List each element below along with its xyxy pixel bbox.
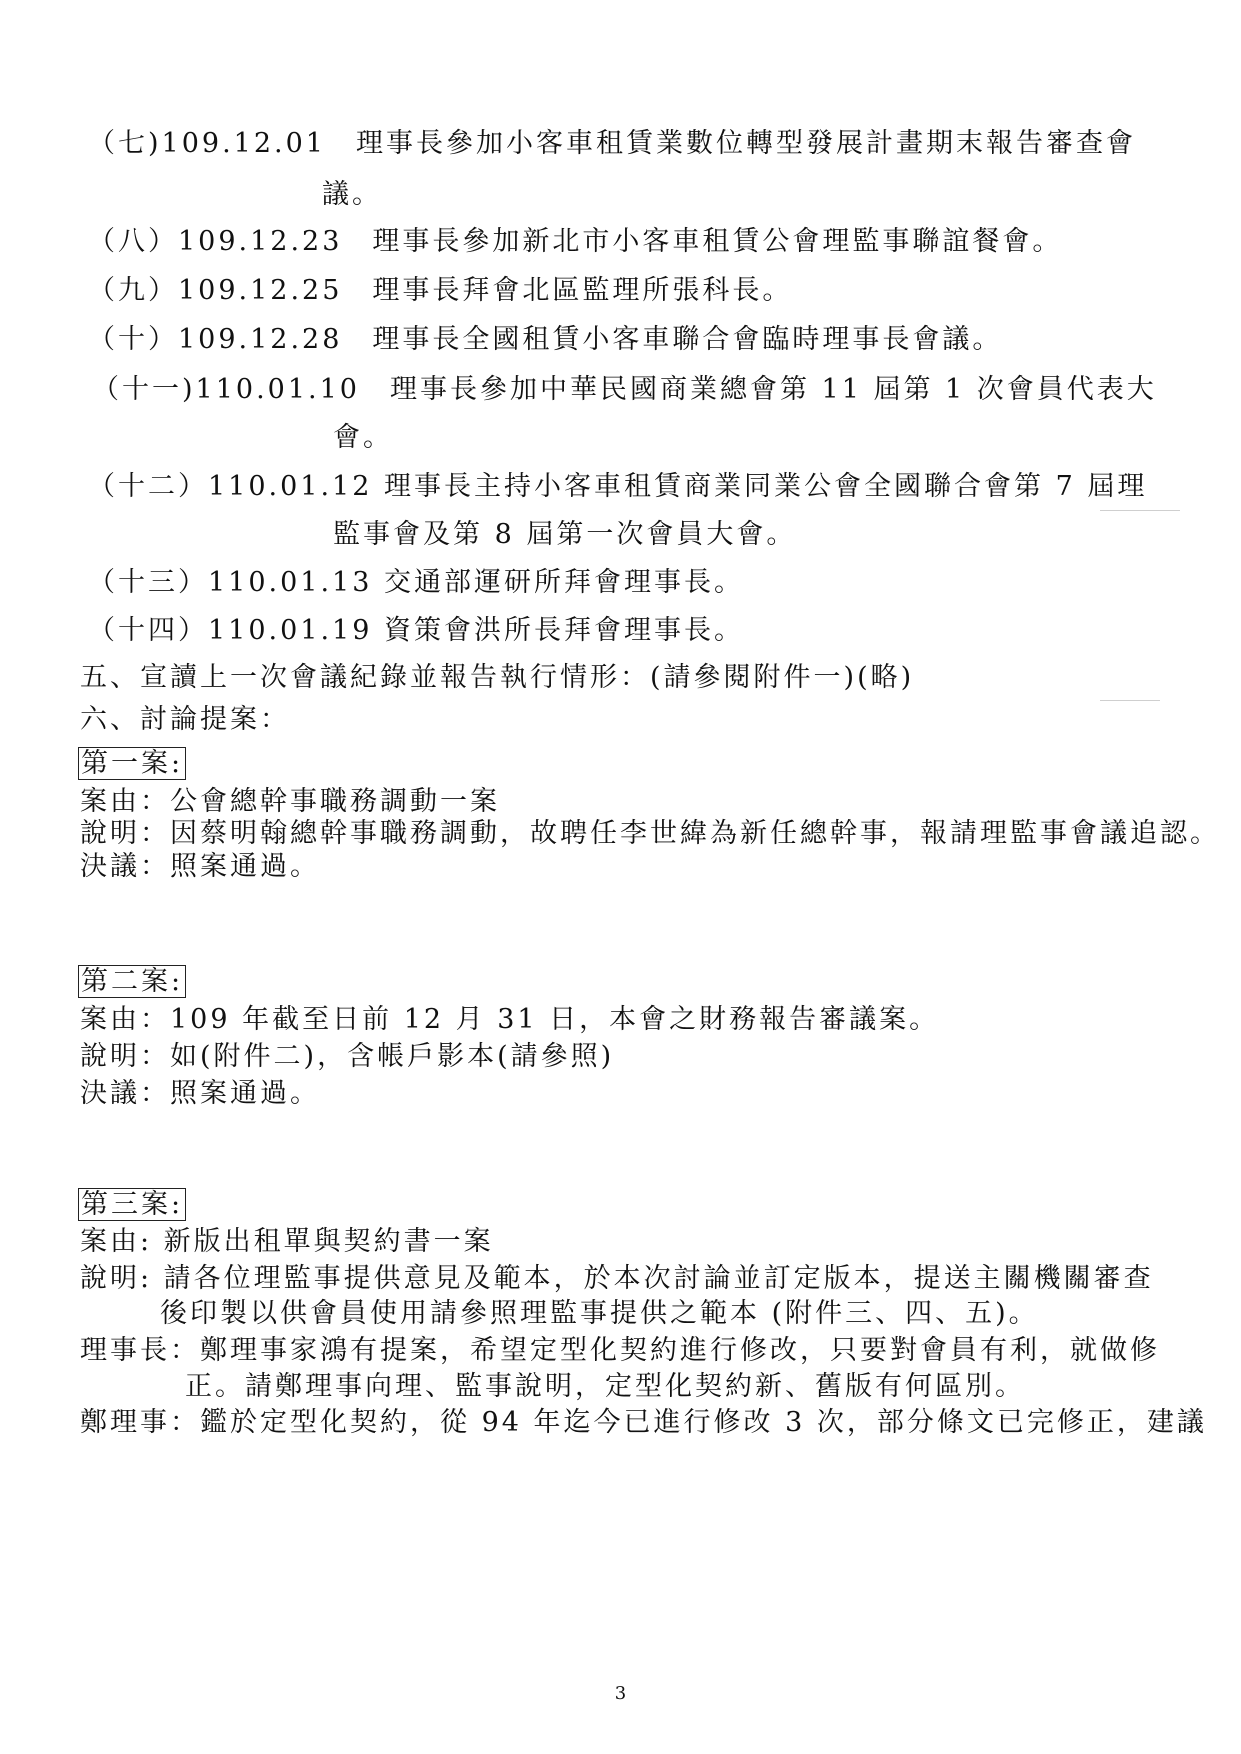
case3-reason: 案由: 新版出租單與契約書一案 — [80, 1226, 494, 1257]
schedule-item-11-cont: 會。 — [333, 422, 393, 453]
case2-explain: 說明：如(附件二)，含帳戶影本(請參照) — [80, 1041, 615, 1072]
case2-reason: 案由：109 年截至日前 12 月 31 日，本會之財務報告審議案。 — [80, 1004, 940, 1035]
scan-artifact — [1100, 700, 1160, 701]
case1-reason: 案由：公會總幹事職務調動一案 — [80, 786, 500, 817]
section-six-heading: 六、討論提案： — [80, 704, 290, 735]
case1-title-box: 第一案: — [78, 747, 186, 780]
case3-chairman: 理事長：鄭理事家鴻有提案，希望定型化契約進行修改，只要對會員有利，就做修 — [80, 1335, 1160, 1366]
schedule-item-12-cont: 監事會及第 8 屆第一次會員大會。 — [333, 519, 797, 550]
case2-decision: 決議：照案通過。 — [80, 1078, 320, 1109]
case1-explain: 說明：因蔡明翰總幹事職務調動，故聘任李世緯為新任總幹事，報請理監事會議追認。 — [80, 818, 1220, 849]
scan-artifact — [1100, 510, 1180, 511]
case3-title — [78, 1188, 186, 1222]
case3-explain: 說明: 請各位理監事提供意見及範本，於本次討論並訂定版本，提送主關機關審查 — [80, 1263, 1154, 1294]
case3-director-zheng: 鄭理事：鑑於定型化契約，從 94 年迄今已進行修改 3 次，部分條文已完修正，建議 — [80, 1407, 1207, 1438]
schedule-item-8: （八）109.12.23 理事長參加新北市小客車租賃公會理監事聯誼餐會。 — [88, 226, 1063, 257]
case1-decision: 決議：照案通過。 — [80, 851, 320, 882]
schedule-item-14: （十四）110.01.19 資策會洪所長拜會理事長。 — [88, 615, 744, 646]
case3-explain-cont: 後印製以供會員使用請參照理監事提供之範本 (附件三、四、五)。 — [160, 1298, 1039, 1329]
case3-title-box: 第三案: — [78, 1188, 186, 1221]
section-five-heading: 五、宣讀上一次會議紀錄並報告執行情形：(請參閱附件一)(略) — [80, 662, 915, 693]
schedule-item-11: （十一)110.01.10 理事長參加中華民國商業總會第 11 屆第 1 次會員代表大 — [92, 374, 1157, 405]
schedule-item-7-cont: 議。 — [322, 179, 382, 210]
schedule-item-10: （十）109.12.28 理事長全國租賃小客車聯合會臨時理事長會議。 — [88, 324, 1003, 355]
schedule-item-7: （七)109.12.01 理事長參加小客車租賃業數位轉型發展計畫期末報告審查會 — [88, 128, 1136, 159]
schedule-item-9: （九）109.12.25 理事長拜會北區監理所張科長。 — [88, 275, 793, 306]
page-number: 3 — [614, 1683, 627, 1704]
schedule-item-12: （十二）110.01.12 理事長主持小客車租賃商業同業公會全國聯合會第 7 屆理 — [88, 471, 1148, 502]
case2-title-box: 第二案: — [78, 965, 186, 998]
schedule-item-13: （十三）110.01.13 交通部運研所拜會理事長。 — [88, 567, 744, 598]
case2-title — [78, 965, 186, 999]
case1-title — [78, 747, 186, 781]
case3-chairman-cont: 正。請鄭理事向理、監事說明，定型化契約新、舊版有何區別。 — [185, 1371, 1025, 1402]
